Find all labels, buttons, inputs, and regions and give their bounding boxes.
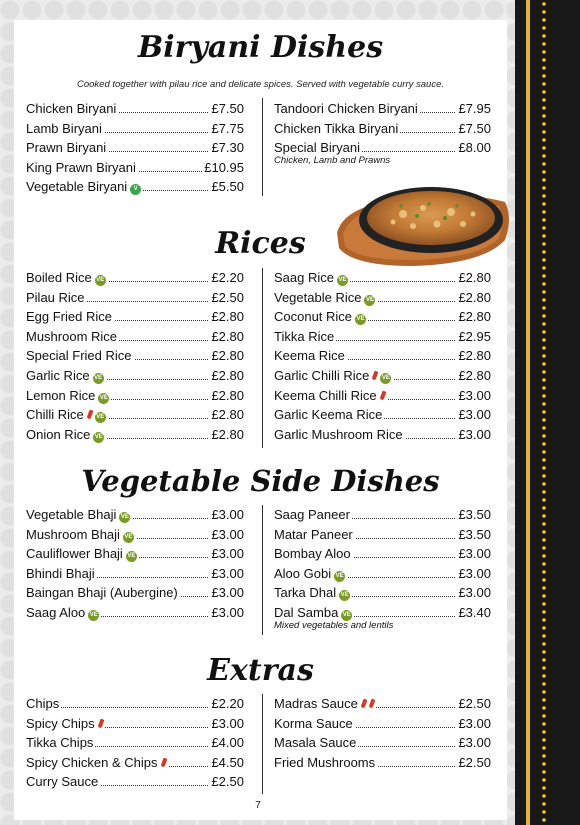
item-name xyxy=(274,329,336,344)
item-name-text: Tandoori Chicken Biryani xyxy=(274,101,418,116)
item-name xyxy=(26,309,114,324)
vegan-icon: VE xyxy=(339,590,350,601)
item-name-text: Chicken Tikka Biryani xyxy=(274,120,399,136)
menu-item xyxy=(26,368,244,388)
item-name xyxy=(274,427,405,442)
menu-item xyxy=(26,121,244,141)
item-name-text: Mushroom Bhaji xyxy=(26,526,120,542)
item-name-text: Baingan Bhaji (Aubergine) xyxy=(26,585,178,601)
item-price: £10.95 xyxy=(204,159,244,175)
menu-item xyxy=(26,179,244,199)
item-name xyxy=(274,368,393,384)
item-name xyxy=(26,121,104,136)
rices-divider xyxy=(262,268,263,448)
menu-item xyxy=(274,368,491,388)
menu-item xyxy=(26,388,244,408)
item-price: £2.80 xyxy=(458,289,491,305)
chilli-icon xyxy=(372,371,379,381)
item-price: £4.00 xyxy=(211,735,244,751)
item-price: £3.40 xyxy=(458,604,491,620)
item-price: £7.95 xyxy=(458,101,491,116)
menu-item xyxy=(26,309,244,329)
item-price: £2.80 xyxy=(211,328,244,344)
menu-item xyxy=(26,755,244,775)
item-name-text: Aloo Gobi xyxy=(274,565,332,581)
item-name xyxy=(26,735,95,750)
vegan-icon: VE xyxy=(95,275,106,286)
item-name xyxy=(26,755,168,770)
vegan-icon: VE xyxy=(334,571,345,582)
menu-item xyxy=(274,101,491,121)
item-price: £7.75 xyxy=(211,120,244,136)
item-name xyxy=(26,507,132,523)
item-name-text: Mushroom Rice xyxy=(26,328,118,344)
item-name-text: Special Biryani xyxy=(274,140,360,156)
menu-item xyxy=(274,348,491,368)
menu-item xyxy=(26,774,244,794)
item-name-text: Garlic Rice xyxy=(26,367,90,383)
item-price: £8.00 xyxy=(458,140,491,156)
item-name-text: Coconut Rice xyxy=(274,309,353,325)
menu-item xyxy=(26,160,244,180)
item-price: £2.50 xyxy=(211,774,244,790)
item-price: £3.00 xyxy=(458,426,491,442)
veg-right-column xyxy=(274,507,491,631)
vegan-icon: VE xyxy=(364,295,375,306)
item-name-text: Korma Sauce xyxy=(274,715,353,731)
item-name-text: Boiled Rice xyxy=(26,270,92,285)
item-price: £2.80 xyxy=(211,348,244,364)
item-name-text: Vegetable Biryani xyxy=(26,179,128,195)
item-price: £3.00 xyxy=(458,715,491,731)
item-price: £2.50 xyxy=(458,696,491,711)
item-name xyxy=(274,407,384,422)
menu-item xyxy=(274,270,491,290)
item-name-text: Saag Paneer xyxy=(274,507,350,522)
chilli-icon xyxy=(360,699,367,709)
item-name xyxy=(274,755,377,770)
item-name-text: Fried Mushrooms xyxy=(274,754,376,770)
item-name xyxy=(274,309,368,325)
item-name-text: Garlic Keema Rice xyxy=(274,407,383,423)
menu-item xyxy=(274,388,491,408)
rices-right-column xyxy=(274,270,491,446)
menu-item xyxy=(26,427,244,447)
item-name-text: King Prawn Biryani xyxy=(26,159,136,175)
menu-item xyxy=(274,716,491,736)
item-price: £3.00 xyxy=(211,604,244,620)
item-price: £2.80 xyxy=(458,367,491,383)
menu-item xyxy=(274,309,491,329)
item-name-text: Keema Chilli Rice xyxy=(274,387,377,403)
extras-left-column xyxy=(26,696,244,794)
item-name xyxy=(26,774,100,789)
rices-left-column xyxy=(26,270,244,446)
item-name-text: Chicken Biryani xyxy=(26,101,117,116)
menu-item xyxy=(274,585,491,605)
item-name xyxy=(274,735,358,750)
item-name-text: Masala Sauce xyxy=(274,735,357,751)
vegan-icon: VE xyxy=(119,512,130,523)
menu-item xyxy=(26,716,244,736)
item-name xyxy=(274,527,355,542)
vegan-icon: VE xyxy=(126,551,137,562)
chilli-icon xyxy=(379,390,386,400)
item-name-text: Bhindi Bhaji xyxy=(26,565,95,581)
menu-item xyxy=(26,566,244,586)
item-name-text: Vegetable Bhaji xyxy=(26,507,117,522)
item-name-text: Garlic Chilli Rice xyxy=(274,367,370,383)
menu-item xyxy=(26,140,244,160)
item-name-text: Keema Rice xyxy=(274,348,345,364)
item-name-text: Lamb Biryani xyxy=(26,120,102,136)
item-name-text: Garlic Mushroom Rice xyxy=(274,426,403,442)
menu-item xyxy=(274,407,491,427)
item-name xyxy=(274,566,347,582)
item-name xyxy=(26,605,101,621)
menu-item xyxy=(274,546,491,566)
extras-divider xyxy=(262,694,263,794)
item-name xyxy=(26,101,118,116)
menu-item xyxy=(274,121,491,141)
item-name xyxy=(26,270,108,286)
item-name-text: Madras Sauce xyxy=(274,696,358,711)
side-gold-line xyxy=(526,0,530,825)
biryani-left-column xyxy=(26,101,244,199)
item-name xyxy=(26,546,139,562)
veg-left-column xyxy=(26,507,244,625)
item-note: Chicken, Lamb and Prawns xyxy=(274,155,391,167)
biryani-heading: Biryani Dishes xyxy=(137,30,384,65)
item-name xyxy=(26,368,106,384)
item-price: £3.00 xyxy=(458,565,491,581)
item-name-text: Pilau Rice xyxy=(26,289,85,305)
vegan-icon: VE xyxy=(93,373,104,384)
item-price: £7.50 xyxy=(458,120,491,136)
menu-item xyxy=(26,507,244,527)
veg-divider xyxy=(262,505,263,635)
item-name-text: Chilli Rice xyxy=(26,407,84,423)
item-price: £3.00 xyxy=(211,526,244,542)
item-name-text: Tarka Dhal xyxy=(274,585,337,601)
vegan-icon: VE xyxy=(341,610,352,621)
item-name xyxy=(274,696,376,711)
item-price: £3.00 xyxy=(211,507,244,522)
item-name xyxy=(274,121,400,136)
item-name xyxy=(274,716,355,731)
vegetarian-icon: V xyxy=(130,184,141,195)
vegan-icon: VE xyxy=(93,432,104,443)
vegan-icon: VE xyxy=(95,412,106,423)
item-name xyxy=(26,388,111,404)
item-name-text: Cauliflower Bhaji xyxy=(26,546,123,562)
item-name-text: Egg Fried Rice xyxy=(26,309,112,325)
chilli-icon xyxy=(97,718,104,728)
biryani-right-column xyxy=(274,101,491,167)
item-price: £3.00 xyxy=(458,735,491,751)
item-name-text: Saag Rice xyxy=(274,270,334,285)
menu-item xyxy=(274,427,491,447)
item-name-text: Special Fried Rice xyxy=(26,348,132,364)
vegan-icon: VE xyxy=(355,314,366,325)
menu-item xyxy=(274,507,491,527)
item-name xyxy=(274,605,354,621)
item-name xyxy=(26,348,134,363)
item-name-text: Bombay Aloo xyxy=(274,546,351,562)
item-name-text: Vegetable Rice xyxy=(274,289,362,305)
item-name xyxy=(274,270,350,286)
menu-item xyxy=(274,735,491,755)
vegan-icon: VE xyxy=(337,275,348,286)
side-dot-border xyxy=(540,0,548,825)
item-name-text: Tikka Chips xyxy=(26,735,94,751)
page-number: 7 xyxy=(255,800,261,811)
item-name xyxy=(26,140,108,155)
item-name xyxy=(274,546,353,561)
chilli-icon xyxy=(160,757,167,767)
item-price: £4.50 xyxy=(211,754,244,770)
item-price: £2.50 xyxy=(211,289,244,305)
item-price: £3.00 xyxy=(458,387,491,403)
item-price: £3.50 xyxy=(458,507,491,522)
chilli-icon xyxy=(368,699,375,709)
menu-item xyxy=(26,527,244,547)
item-price: £3.00 xyxy=(458,546,491,562)
item-price: £2.80 xyxy=(211,426,244,442)
extras-heading: Extras xyxy=(207,653,314,688)
item-name xyxy=(26,566,97,581)
menu-item xyxy=(274,140,491,167)
menu-item xyxy=(26,546,244,566)
item-name xyxy=(274,348,347,363)
item-name xyxy=(26,160,138,175)
menu-item xyxy=(274,755,491,775)
menu-item xyxy=(274,566,491,586)
menu-item xyxy=(274,329,491,349)
biryani-subtitle: Cooked together with pilau rice and delicate spices. Served with vegetable curry sauce. xyxy=(76,79,444,90)
menu-item xyxy=(26,270,244,290)
item-price: £2.20 xyxy=(211,270,244,285)
item-price: £2.80 xyxy=(458,309,491,325)
menu-item xyxy=(26,735,244,755)
item-price: £7.50 xyxy=(211,101,244,116)
item-name-text: Saag Aloo xyxy=(26,604,86,620)
menu-item xyxy=(26,407,244,427)
item-name-text: Spicy Chicken & Chips xyxy=(26,754,158,770)
rices-heading: Rices xyxy=(215,226,306,261)
item-name-text: Matar Paneer xyxy=(274,526,353,542)
item-price: £3.00 xyxy=(211,546,244,562)
item-price: £7.30 xyxy=(211,140,244,156)
item-price: £3.00 xyxy=(211,585,244,601)
item-name xyxy=(274,388,387,403)
item-name xyxy=(26,585,180,600)
item-price: £3.00 xyxy=(211,715,244,731)
item-name-text: Dal Samba xyxy=(274,604,339,620)
menu-item xyxy=(26,329,244,349)
item-price: £2.80 xyxy=(211,367,244,383)
extras-right-column xyxy=(274,696,491,774)
item-name xyxy=(274,585,352,601)
item-name-text: Onion Rice xyxy=(26,426,91,442)
biryani-divider xyxy=(262,98,263,196)
menu-item xyxy=(26,348,244,368)
item-price: £5.50 xyxy=(211,179,244,195)
item-name xyxy=(26,290,87,305)
item-price: £3.00 xyxy=(211,565,244,581)
item-name-text: Tikka Rice xyxy=(274,328,335,344)
item-name xyxy=(274,290,377,306)
menu-item xyxy=(26,585,244,605)
item-price: £2.95 xyxy=(458,328,491,344)
item-name xyxy=(26,527,136,543)
item-note: Mixed vegetables and lentils xyxy=(274,619,394,631)
chilli-icon xyxy=(86,410,93,420)
item-name-text: Lemon Rice xyxy=(26,387,96,403)
item-name xyxy=(26,716,105,731)
menu-item xyxy=(26,101,244,121)
vegan-icon: VE xyxy=(380,373,391,384)
item-name xyxy=(274,507,352,522)
menu-item xyxy=(26,290,244,310)
menu-item xyxy=(26,696,244,716)
vegan-icon: VE xyxy=(98,393,109,404)
vegan-icon: VE xyxy=(123,532,134,543)
item-name-text: Prawn Biryani xyxy=(26,140,107,156)
item-name-text: Chips xyxy=(26,696,60,711)
item-price: £3.00 xyxy=(458,585,491,601)
vegan-icon: VE xyxy=(88,610,99,621)
item-name xyxy=(26,329,119,344)
veg-heading: Vegetable Side Dishes xyxy=(81,464,440,498)
menu-item xyxy=(274,290,491,310)
item-name xyxy=(26,427,106,443)
menu-item xyxy=(274,696,491,716)
item-price: £2.50 xyxy=(458,754,491,770)
menu-item xyxy=(26,605,244,625)
item-name xyxy=(26,696,61,711)
item-price: £2.80 xyxy=(211,309,244,325)
item-price: £2.80 xyxy=(458,348,491,364)
item-name xyxy=(274,140,362,155)
item-price: £2.80 xyxy=(458,270,491,285)
item-price: £2.80 xyxy=(211,407,244,423)
item-name-text: Spicy Chips xyxy=(26,715,95,731)
item-name-text: Curry Sauce xyxy=(26,774,99,790)
item-price: £2.20 xyxy=(211,696,244,711)
item-name xyxy=(26,407,108,423)
item-price: £3.00 xyxy=(458,407,491,423)
item-name xyxy=(26,179,143,195)
menu-item xyxy=(274,527,491,547)
item-name xyxy=(274,101,420,116)
menu-item xyxy=(274,604,491,631)
item-price: £2.80 xyxy=(211,387,244,403)
item-price: £3.50 xyxy=(458,526,491,542)
